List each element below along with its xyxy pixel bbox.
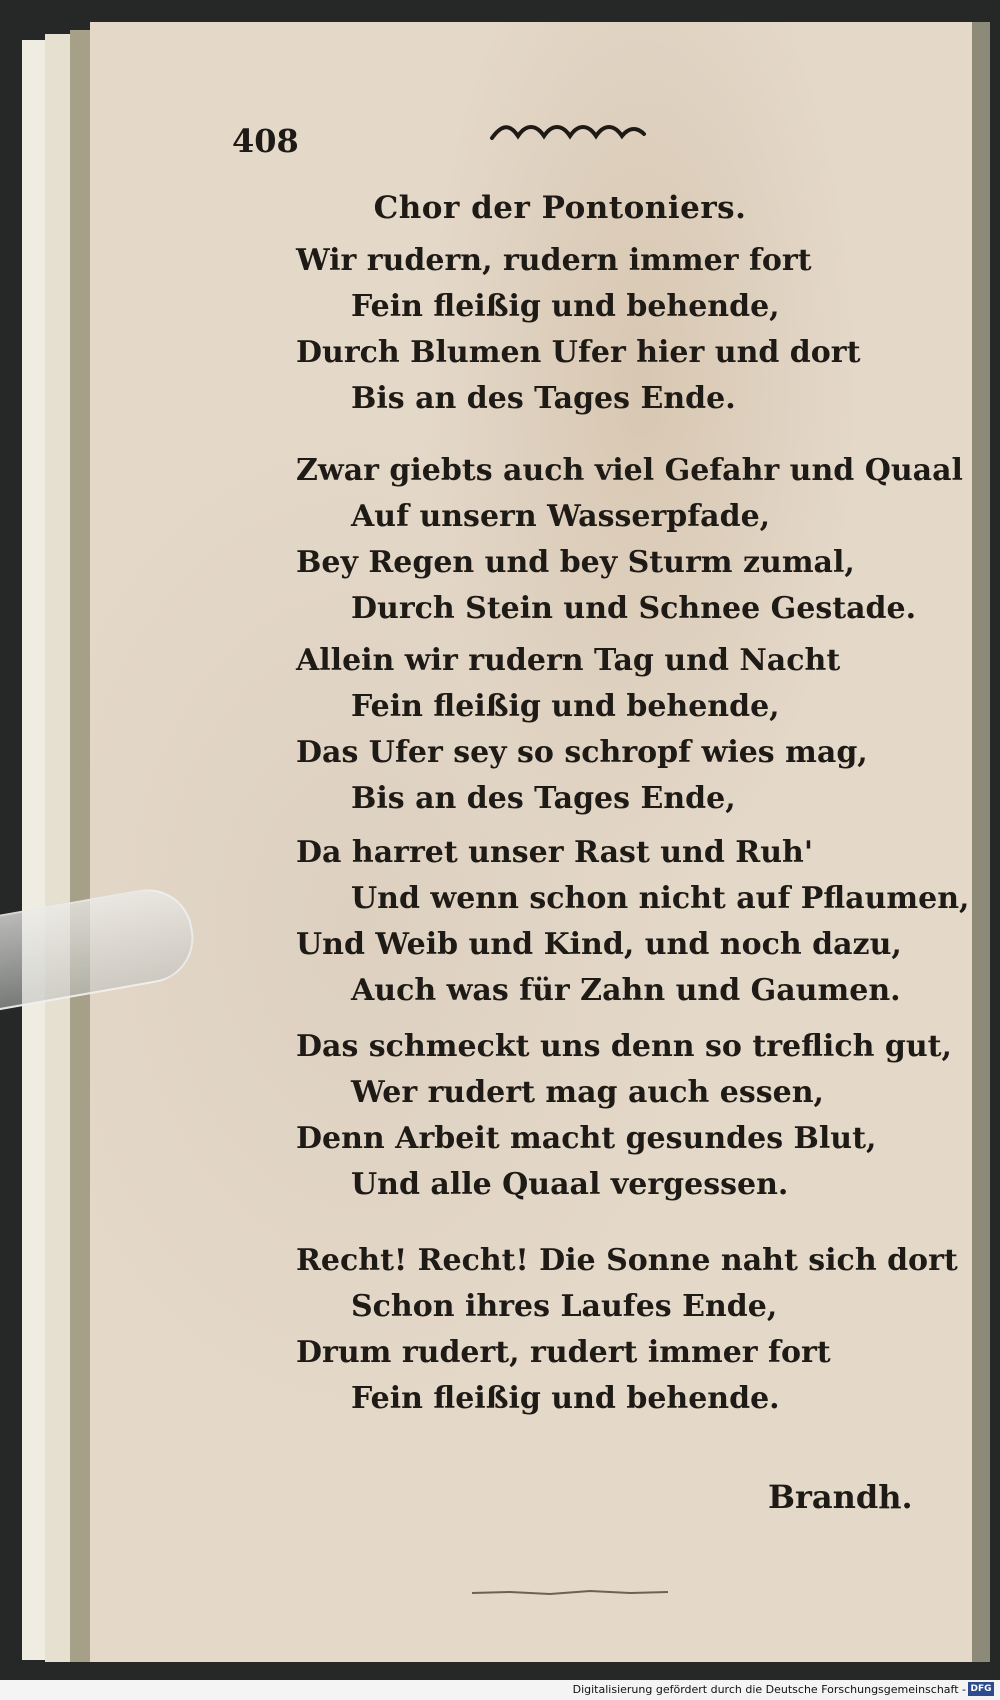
stanza-2 xyxy=(296,448,963,632)
stanza-3 xyxy=(296,638,868,822)
poem-line: Durch Stein und Schnee Gestade. xyxy=(351,591,917,626)
poem-line: Bis an des Tages Ende. xyxy=(351,381,736,416)
poem-line: Allein wir rudern Tag und Nacht xyxy=(296,643,841,678)
stanza-6 xyxy=(296,1238,958,1422)
poem-line: Fein fleißig und behende, xyxy=(351,689,780,724)
poem-line: Auch was für Zahn und Gaumen. xyxy=(351,973,901,1008)
poem-line: Auf unsern Wasserpfade, xyxy=(351,499,771,534)
poem-line: Bey Regen und bey Sturm zumal, xyxy=(296,545,855,580)
poem-line: Das schmeckt uns denn so treflich gut, xyxy=(296,1029,952,1064)
poem-line: Fein fleißig und behende, xyxy=(351,289,780,324)
author-signature: Brandh. xyxy=(768,1478,913,1516)
poem-line: Denn Arbeit macht gesundes Blut, xyxy=(296,1121,877,1156)
page-number: 408 xyxy=(232,122,299,160)
dfg-logo: DFG xyxy=(968,1682,994,1696)
poem-line: Fein fleißig und behende. xyxy=(351,1381,780,1416)
poem-line: Schon ihres Laufes Ende, xyxy=(351,1289,778,1324)
poem-line: Da harret unser Rast und Ruh' xyxy=(296,835,814,870)
wave-ornament-icon xyxy=(488,120,648,148)
poem-title: Chor der Pontoniers. xyxy=(373,190,747,226)
poem-line: Drum rudert, rudert immer fort xyxy=(296,1335,831,1370)
poem-line: Durch Blumen Ufer hier und dort xyxy=(296,335,861,370)
poem-line: Und Weib und Kind, und noch dazu, xyxy=(296,927,902,962)
stanza-5 xyxy=(296,1024,952,1208)
poem-line: Wer rudert mag auch essen, xyxy=(351,1075,824,1110)
poem-line: Recht! Recht! Die Sonne naht sich dort xyxy=(296,1243,958,1278)
stanza-1 xyxy=(296,238,860,422)
poem-line: Das Ufer sey so schropf wies mag, xyxy=(296,735,868,770)
poem-line: Wir rudern, rudern immer fort xyxy=(296,243,812,278)
poem-line: Zwar giebts auch viel Gefahr und Quaal xyxy=(296,453,963,488)
poem-line: Bis an des Tages Ende, xyxy=(351,781,736,816)
ink-smudge xyxy=(470,1588,670,1596)
poem-line: Und alle Quaal vergessen. xyxy=(351,1167,789,1202)
page-right-edge xyxy=(972,22,990,1662)
stanza-4 xyxy=(296,830,970,1014)
digitization-credit: Digitalisierung gefördert durch die Deutsche Forschungsgemeinschaft - xyxy=(572,1683,966,1696)
poem-line: Und wenn schon nicht auf Pflaumen, xyxy=(351,881,970,916)
